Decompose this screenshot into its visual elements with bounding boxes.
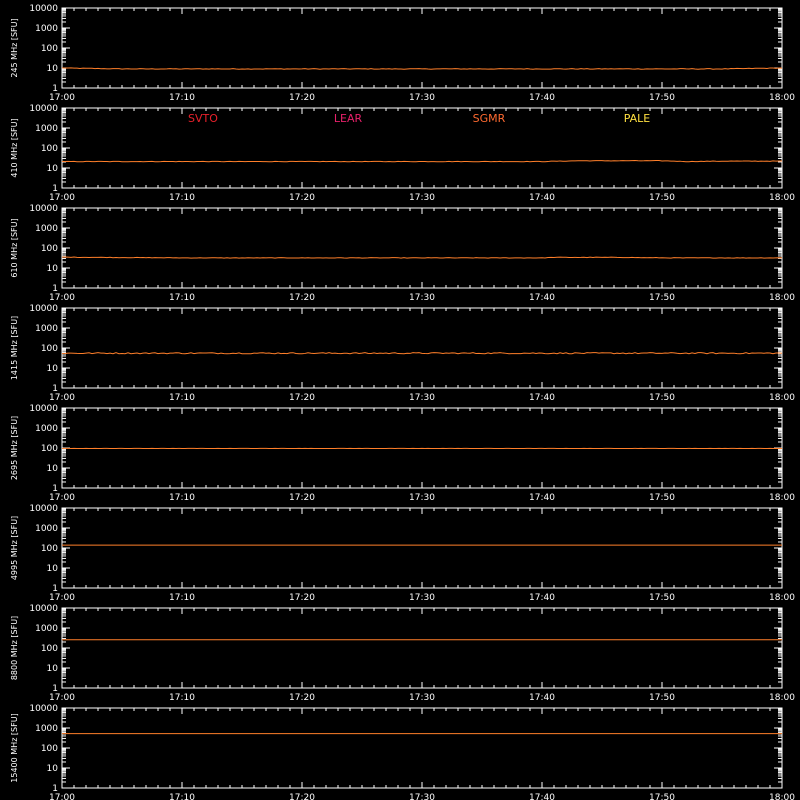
x-tick-label: 17:30 (409, 93, 435, 103)
y-tick-label: 1 (52, 584, 58, 594)
x-tick-label: 17:30 (409, 293, 435, 303)
panel-frame (62, 308, 782, 388)
x-tick-label: 17:00 (49, 193, 75, 203)
x-tick-label: 17:20 (289, 393, 315, 403)
y-tick-label: 1 (52, 184, 58, 194)
y-tick-label: 10 (46, 164, 58, 174)
x-tick-label: 17:30 (409, 393, 435, 403)
y-tick-label: 10 (46, 764, 58, 774)
panel-frame (62, 108, 782, 188)
x-tick-label: 17:50 (649, 193, 675, 203)
panel-frame (62, 608, 782, 688)
x-tick-label: 17:40 (529, 493, 555, 503)
x-tick-label: 17:50 (649, 693, 675, 703)
station-label-sgmr: SGMR (472, 112, 506, 125)
x-tick-label: 18:00 (769, 293, 795, 303)
x-tick-label: 17:50 (649, 793, 675, 800)
x-tick-label: 17:10 (169, 393, 195, 403)
y-tick-label: 1000 (35, 324, 58, 334)
y-tick-label: 100 (40, 744, 58, 754)
panel-frame (62, 708, 782, 788)
y-axis-label: 610 MHz [SFU] (10, 218, 19, 278)
x-tick-label: 17:30 (409, 793, 435, 800)
x-tick-label: 17:00 (49, 293, 75, 303)
y-tick-label: 10 (46, 64, 58, 74)
y-tick-label: 1000 (35, 624, 58, 634)
x-tick-label: 17:50 (649, 93, 675, 103)
x-tick-label: 17:30 (409, 693, 435, 703)
x-tick-label: 17:50 (649, 593, 675, 603)
panel-5 (10, 404, 795, 503)
y-tick-label: 10000 (29, 504, 58, 514)
y-tick-label: 10 (46, 564, 58, 574)
panel-8 (10, 704, 795, 800)
y-axis-label: 245 MHz [SFU] (10, 18, 19, 78)
y-tick-label: 1000 (35, 524, 58, 534)
y-tick-label: 1000 (35, 24, 58, 34)
x-tick-label: 17:20 (289, 793, 315, 800)
y-tick-label: 100 (40, 544, 58, 554)
y-tick-label: 100 (40, 644, 58, 654)
y-axis-label: 410 MHz [SFU] (10, 118, 19, 178)
panel-6 (10, 504, 795, 603)
x-tick-label: 17:10 (169, 293, 195, 303)
x-tick-label: 17:00 (49, 593, 75, 603)
y-tick-label: 100 (40, 144, 58, 154)
y-tick-label: 100 (40, 344, 58, 354)
x-tick-label: 17:40 (529, 693, 555, 703)
x-tick-label: 17:50 (649, 293, 675, 303)
y-axis-label: 1415 MHz [SFU] (10, 315, 19, 381)
y-tick-label: 10000 (29, 404, 58, 414)
x-tick-label: 17:10 (169, 693, 195, 703)
y-axis-label: 15400 MHz [SFU] (10, 713, 19, 783)
x-tick-label: 17:40 (529, 293, 555, 303)
y-tick-label: 1 (52, 384, 58, 394)
y-tick-label: 1 (52, 684, 58, 694)
x-tick-label: 17:40 (529, 93, 555, 103)
panel-3 (10, 204, 795, 303)
x-tick-label: 17:10 (169, 93, 195, 103)
y-tick-label: 10000 (29, 604, 58, 614)
x-tick-label: 17:00 (49, 693, 75, 703)
station-label-pale: PALE (623, 112, 651, 125)
x-tick-label: 17:00 (49, 493, 75, 503)
x-tick-label: 18:00 (769, 593, 795, 603)
y-tick-label: 10000 (29, 304, 58, 314)
y-tick-label: 10 (46, 364, 58, 374)
station-label-svto: SVTO (188, 112, 218, 125)
y-tick-label: 1 (52, 484, 58, 494)
y-tick-label: 1 (52, 284, 58, 294)
x-tick-label: 17:00 (49, 393, 75, 403)
station-label-lear: LEAR (333, 112, 363, 125)
x-tick-label: 17:10 (169, 493, 195, 503)
y-tick-label: 100 (40, 44, 58, 54)
x-tick-label: 17:00 (49, 93, 75, 103)
x-tick-label: 17:50 (649, 393, 675, 403)
y-tick-label: 1 (52, 784, 58, 794)
x-tick-label: 18:00 (769, 393, 795, 403)
x-tick-label: 17:00 (49, 793, 75, 800)
y-tick-label: 1000 (35, 224, 58, 234)
series-line (62, 161, 782, 162)
x-tick-label: 17:50 (649, 493, 675, 503)
y-tick-label: 1000 (35, 424, 58, 434)
y-axis-label: 8800 MHz [SFU] (10, 615, 19, 681)
series-line (62, 68, 782, 69)
series-line (62, 353, 782, 354)
x-tick-label: 18:00 (769, 793, 795, 800)
x-tick-label: 17:20 (289, 93, 315, 103)
y-tick-label: 10000 (29, 204, 58, 214)
series-line (62, 257, 782, 258)
y-tick-label: 10 (46, 664, 58, 674)
x-tick-label: 17:20 (289, 593, 315, 603)
x-tick-label: 17:10 (169, 793, 195, 800)
panel-4 (10, 304, 795, 403)
x-tick-label: 18:00 (769, 193, 795, 203)
x-tick-label: 18:00 (769, 93, 795, 103)
x-tick-label: 17:20 (289, 193, 315, 203)
x-tick-label: 18:00 (769, 693, 795, 703)
panel-1 (10, 4, 795, 103)
y-tick-label: 10000 (29, 104, 58, 114)
panel-frame (62, 8, 782, 88)
y-tick-label: 100 (40, 244, 58, 254)
x-tick-label: 17:10 (169, 193, 195, 203)
y-tick-label: 10000 (29, 4, 58, 14)
y-tick-label: 10 (46, 264, 58, 274)
y-tick-label: 100 (40, 444, 58, 454)
y-tick-label: 1 (52, 84, 58, 94)
y-tick-label: 10 (46, 464, 58, 474)
x-tick-label: 17:30 (409, 493, 435, 503)
x-tick-label: 18:00 (769, 493, 795, 503)
x-tick-label: 17:20 (289, 493, 315, 503)
y-tick-label: 1000 (35, 124, 58, 134)
panel-7 (10, 604, 795, 703)
x-tick-label: 17:30 (409, 593, 435, 603)
y-axis-label: 4995 MHz [SFU] (10, 515, 19, 581)
panel-frame (62, 508, 782, 588)
x-tick-label: 17:20 (289, 293, 315, 303)
panel-2 (10, 104, 795, 203)
x-tick-label: 17:40 (529, 393, 555, 403)
y-tick-label: 10000 (29, 704, 58, 714)
x-tick-label: 17:20 (289, 693, 315, 703)
x-tick-label: 17:10 (169, 593, 195, 603)
x-tick-label: 17:40 (529, 193, 555, 203)
x-tick-label: 17:40 (529, 593, 555, 603)
x-tick-label: 17:40 (529, 793, 555, 800)
y-tick-label: 1000 (35, 724, 58, 734)
panel-frame (62, 208, 782, 288)
y-axis-label: 2695 MHz [SFU] (10, 415, 19, 481)
x-tick-label: 17:30 (409, 193, 435, 203)
